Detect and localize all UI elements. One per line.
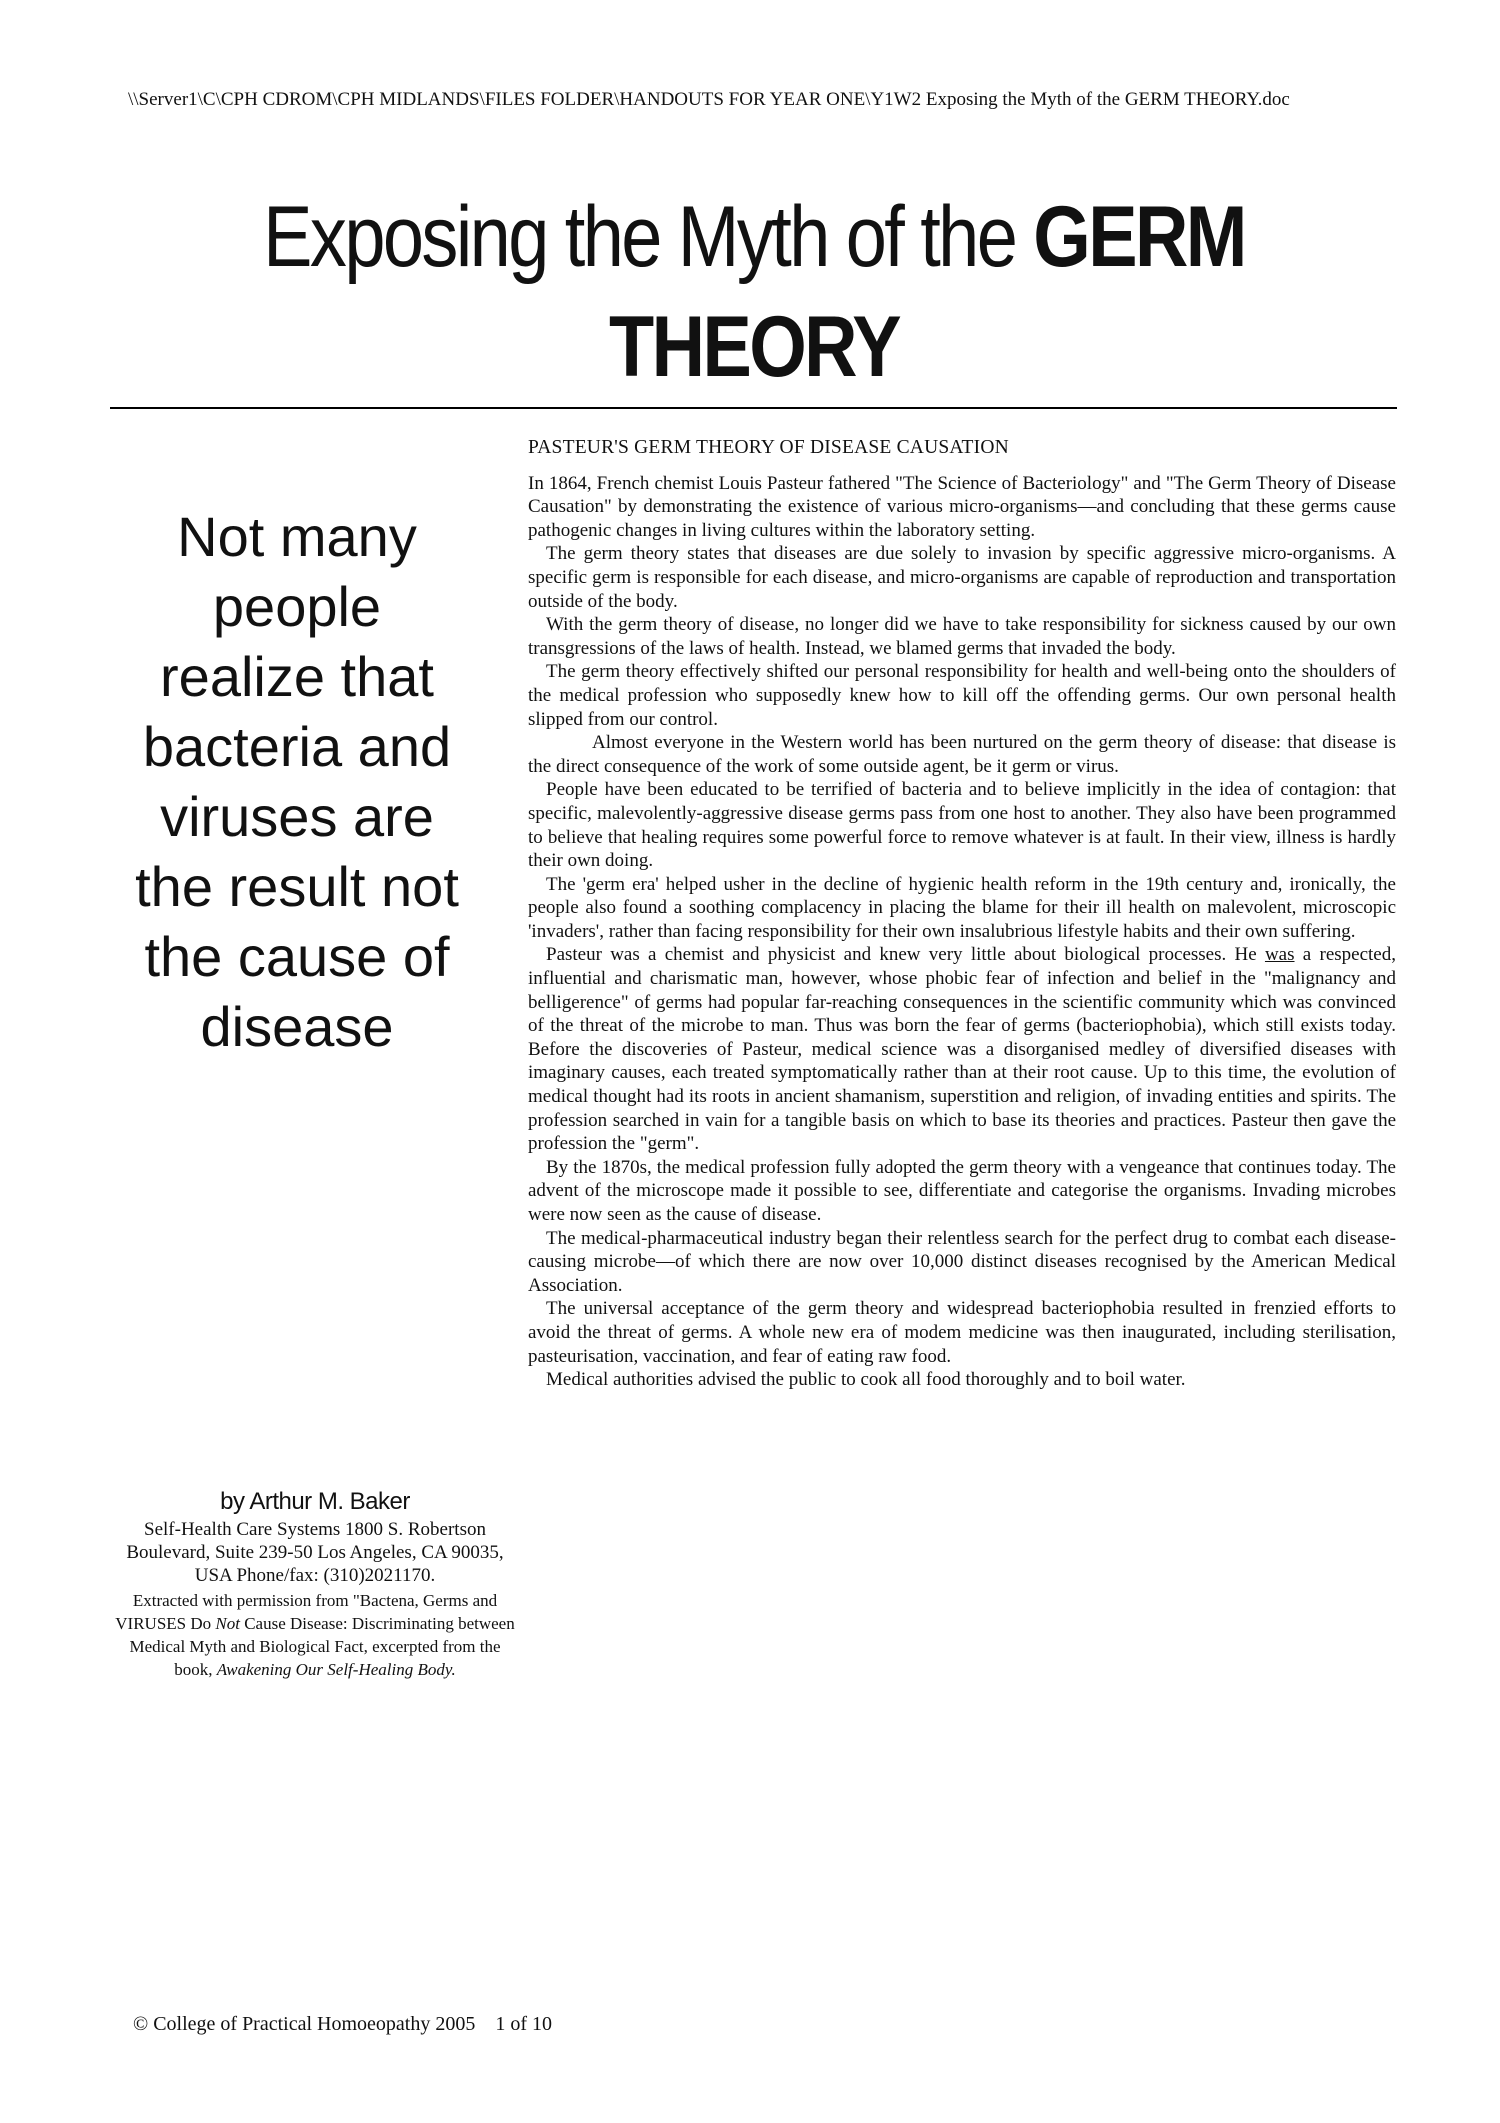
article-paragraph: The universal acceptance of the germ theory and widespread bacteriophobia resulted in frenzied efforts to avoid the threat of germs. A whole new era of modem medicine was then inaugurated, including sterilisation, pasteurisation, vaccination, and fear of eating raw food. — [528, 1298, 1396, 1367]
article-paragraph: The medical-pharmaceutical industry began their relentless search for the perfect drug to combat each disease-causing microbe—of which there are now over 10,000 distinct diseases recognised by the American Medical Association. — [528, 1227, 1396, 1296]
article-paragraph: Almost everyone in the Western world has been nurtured on the germ theory of disease: that disease is the direct consequence of the work of some outside agent, be it germ or virus. — [528, 732, 1396, 777]
page-title-light: Exposing the Myth of the — [263, 189, 1034, 285]
pull-quote: Not many people realize that bacteria and viruses are the result not the cause of disease — [135, 505, 459, 1058]
page-title-bold: GERM THEORY — [609, 189, 1245, 395]
extract-note-part-1: Extracted with permission from "Bactena, Germs and VIRUSES Do — [115, 1591, 498, 1633]
article-paragraph: By the 1870s, the medical profession fully adopted the germ theory with a vengeance that continues today. The advent of the microscope made it possible to see, differentiate and categorise the organisms. Invading microbes were now seen as the cause of disease. — [528, 1156, 1396, 1225]
article-body — [528, 436, 1396, 1392]
page-number: 1 of 10 — [495, 2013, 553, 2035]
extract-note-part-2: Cause Disease: Discriminating between Medical Myth and Biological Fact, excerpted from the book, — [129, 1614, 515, 1679]
article-text: a respected, influential and charismatic man, however, whose phobic fear of infection and belief in the "malignancy and belligerence" of germs had popular far-reaching consequences in the scientific community which was convinced of the threat of the microbe to man. Thus was born the fear of germs (bacteriophobia), which still exists today. Before the discoveries of Pasteur, medical science was a disorganised medley of diversified diseases with imaginary causes, each treated symptomatically rather than at their root cause. Up to this time, the evolution of medical thought had its roots in ancient shamanism, superstition and religion, of invading entities and spirits. The profession searched in vain for a tangible basis on which to base its theories and practices. Pasteur then gave the profession the "germ". — [528, 944, 1396, 1155]
article-paragraph: With the germ theory of disease, no longer did we have to take responsibility for sickness caused by our own transgressions of the laws of health. Instead, we blamed germs that invaded the body. — [528, 614, 1396, 659]
section-title: PASTEUR'S GERM THEORY OF DISEASE CAUSATION — [528, 437, 1009, 458]
copyright-text: © College of Practical Homoeopathy 2005 — [133, 2013, 476, 2035]
title-divider — [110, 407, 1397, 409]
article-paragraph: The germ theory effectively shifted our personal responsibility for health and well-being onto the shoulders of the medical profession who supposedly knew how to kill off the offending germs. Our own personal health slipped from our control. — [528, 661, 1396, 730]
book-title: Awakening Our Self-Healing Body. — [216, 1660, 456, 1679]
article-paragraph: The 'germ era' helped usher in the decline of hygienic health reform in the 19th century and, ironically, the people also found a soothing complacency in placing the blame for their ill health on malevolent, microscopic 'invaders', rather than facing responsibility for their own insalubrious lifestyle habits and their own suffering. — [528, 873, 1396, 942]
author-address: Self-Health Care Systems 1800 S. Robertson Boulevard, Suite 239-50 Los Angeles, CA 90035, USA Phone/fax: (310)2021170. — [126, 1519, 504, 1586]
article-paragraph: The germ theory states that diseases are due solely to invasion by specific aggressive micro-organisms. A specific germ is responsible for each disease, and micro-organisms are capable of reproduction and transportation outside of the body. — [528, 543, 1396, 612]
underlined-word: was — [1264, 944, 1295, 966]
article-text: Pasteur was a chemist and physicist and knew very little about biological processes. He — [546, 944, 1265, 966]
article-paragraph: In 1864, French chemist Louis Pasteur fathered "The Science of Bacteriology" and "The Germ Theory of Disease Causation" by demonstrating the existence of various micro-organisms—and concluding that these germs cause pathogenic changes in living cultures within the laboratory setting. — [528, 472, 1396, 541]
article-paragraph — [528, 943, 1396, 1155]
extract-note-not: Not — [215, 1614, 240, 1633]
file-path-header: \\Server1\C\CPH CDROM\CPH MIDLANDS\FILES FOLDER\HANDOUTS FOR YEAR ONE\Y1W2 Exposing the Myth of the GERM THEORY.doc — [128, 89, 1290, 110]
article-paragraph: People have been educated to be terrified of bacteria and to believe implicitly in the idea of contagion: that specific, malevolently-aggressive disease germs pass from one host to another. They also have been programmed to believe that healing requires some powerful force to remove whatever is at fault. In their view, illness is hardly their own doing. — [528, 779, 1396, 872]
page-title — [204, 182, 1305, 402]
author-name: by Arthur M. Baker — [220, 1488, 410, 1515]
page-footer — [133, 2012, 552, 2036]
byline — [115, 1486, 515, 1681]
article-paragraph: Medical authorities advised the public to cook all food thoroughly and to boil water. — [546, 1369, 1186, 1391]
extract-note — [115, 1589, 515, 1681]
